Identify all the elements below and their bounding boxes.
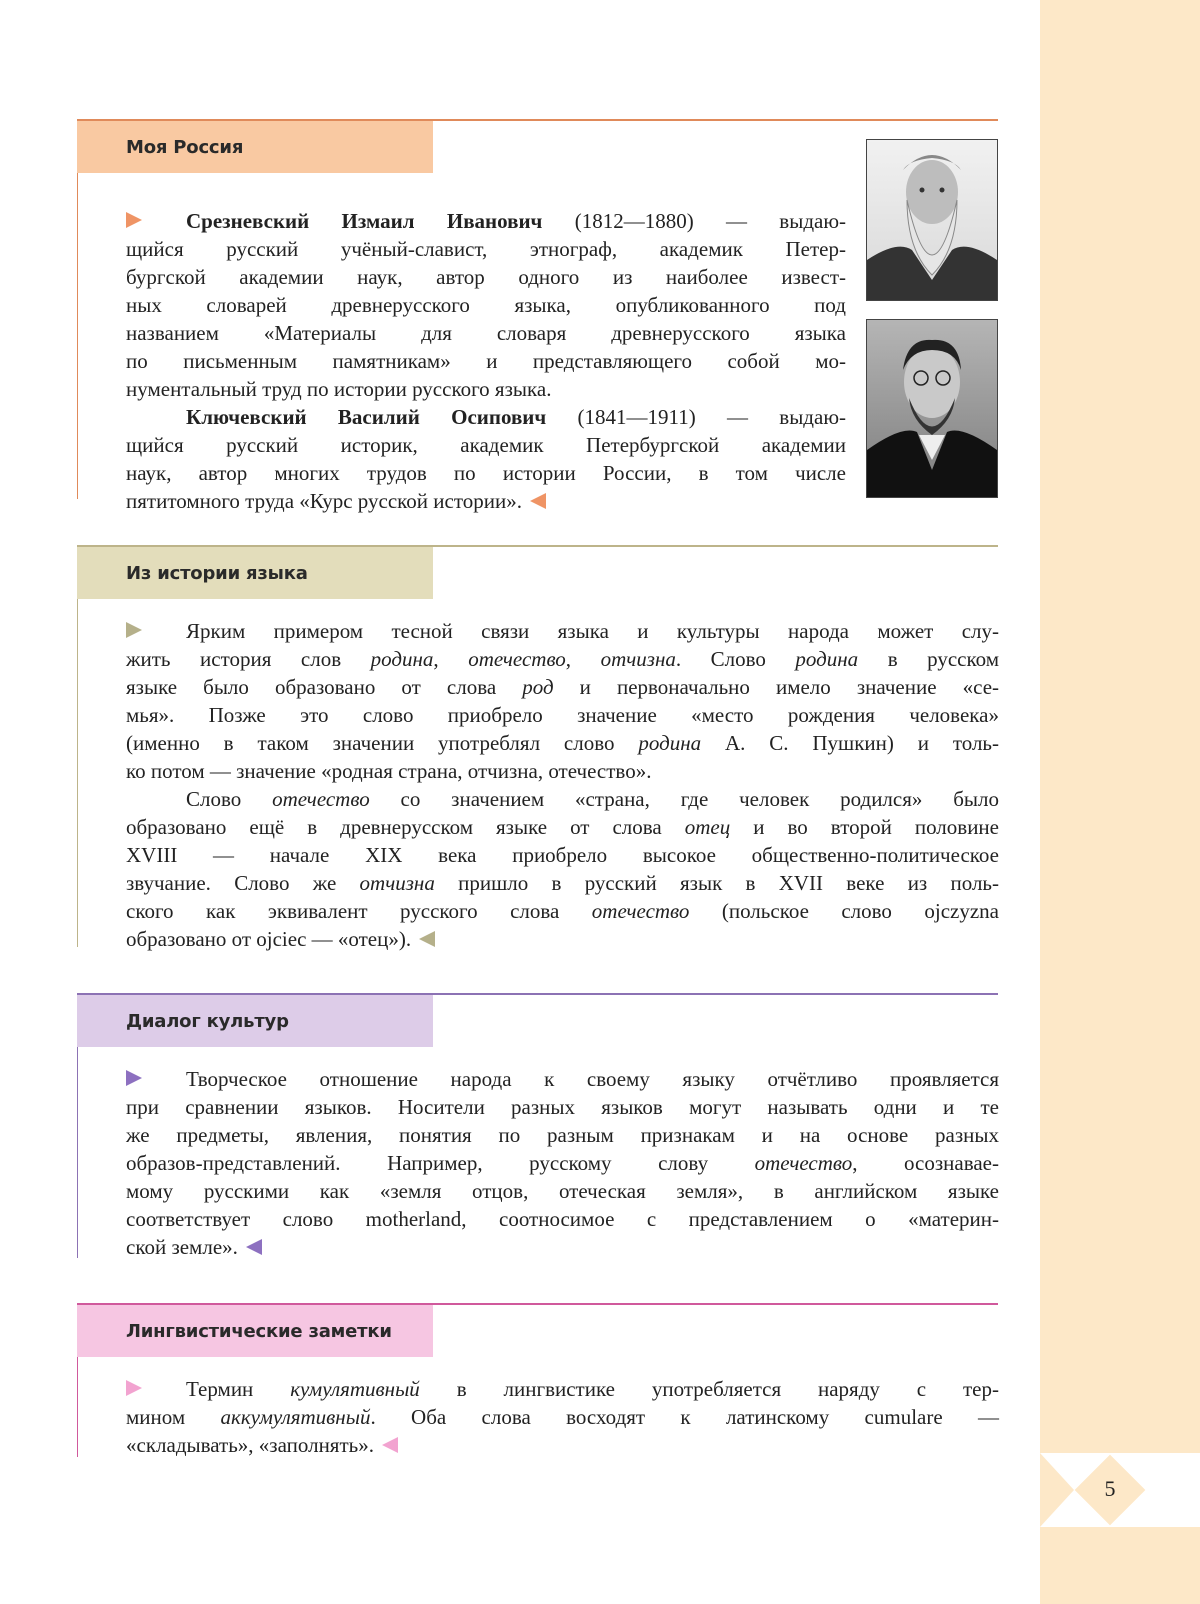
text-line [126, 785, 999, 813]
text-line [126, 645, 999, 673]
text-line [126, 617, 999, 645]
section-body [126, 1065, 999, 1261]
text-line [126, 925, 999, 953]
section-header [77, 995, 433, 1047]
text-segment: щийся русский учёный-славист, этнограф, академик Петер- [126, 237, 846, 261]
italic-term: отечество [754, 1151, 853, 1175]
text-line [126, 459, 846, 487]
italic-term: род [522, 675, 554, 699]
text-line [126, 813, 999, 841]
text-line [126, 263, 846, 291]
section-body [126, 207, 846, 515]
italic-term: отчизна [600, 647, 676, 671]
section-header [77, 121, 433, 173]
text-line [126, 403, 846, 431]
start-marker-icon [126, 622, 142, 638]
text-segment: пятитомного труда «Курс русской истории». [126, 489, 522, 513]
text-segment: образовано ещё в древнерусском языке от слова [126, 815, 685, 839]
italic-term: аккумулятивный [220, 1405, 371, 1429]
text-line [126, 347, 846, 375]
text-segment: (польское слово ojczyzna [689, 899, 999, 923]
text-line [126, 235, 846, 263]
text-line [126, 319, 846, 347]
text-line [126, 673, 999, 701]
text-line [126, 207, 846, 235]
text-segment: в русском [858, 647, 1000, 671]
text-line [126, 1065, 999, 1093]
text-line [126, 1093, 999, 1121]
text-segment: (1841—1911) — выдаю- [546, 405, 846, 429]
text-segment: мья». Позже это слово приобрело значение «место рождения человека» [126, 703, 999, 727]
text-segment: при сравнении языков. Носители разных языков могут называть одни и те [126, 1095, 999, 1119]
text-segment: нументальный труд по истории русского языка. [126, 377, 552, 401]
end-marker-icon [246, 1239, 262, 1255]
portrait-klyuchevsky [866, 319, 998, 498]
text-segment: Слово [186, 787, 273, 811]
text-line [126, 701, 999, 729]
text-segment: А. С. Пушкин) и толь- [701, 731, 999, 755]
text-segment: же предметы, явления, понятия по разным признакам и на основе разных [126, 1123, 999, 1147]
text-segment: и первоначально имело значение «се- [553, 675, 1000, 699]
text-segment: . Слово [675, 647, 796, 671]
text-segment: образовано от ojciec — «отец»). [126, 927, 412, 951]
text-segment: Термин [186, 1377, 291, 1401]
section-iz-istorii-yazyka [77, 545, 1000, 951]
text-line [126, 431, 846, 459]
text-line [126, 757, 999, 785]
text-segment: в лингвистике употребляется наряду с тер- [419, 1377, 999, 1401]
text-line [126, 291, 846, 319]
text-line [126, 1403, 999, 1431]
section-left-rule [77, 119, 78, 499]
bold-name: Срезневский Измаил Иванович [186, 209, 543, 233]
section-header [77, 1305, 433, 1357]
text-line [126, 375, 846, 403]
text-segment: щийся русский историк, академик Петербургской академии [126, 433, 846, 457]
text-line [126, 897, 999, 925]
text-segment: (1812—1880) — выдаю- [542, 209, 847, 233]
text-segment: . Оба слова восходят к латинскому cumulare — [370, 1405, 999, 1429]
text-segment: соответствует слово motherland, соотносимое с представлением о «материн- [126, 1207, 999, 1231]
italic-term: отчизна [359, 871, 435, 895]
text-line [126, 1233, 999, 1261]
italic-term: отечество [468, 647, 566, 671]
section-left-rule [77, 545, 78, 947]
section-title: Моя Россия [126, 137, 244, 158]
section-body [126, 617, 999, 953]
section-header [77, 547, 433, 599]
italic-term: родина [370, 647, 434, 671]
text-segment: , [433, 647, 469, 671]
section-moya-rossiya [77, 119, 998, 513]
end-marker-icon [419, 931, 435, 947]
italic-term: кумулятивный [290, 1377, 420, 1401]
text-line [126, 1375, 999, 1403]
text-segment: мому русскими как «земля отцов, отеческая земля», в английском языке [126, 1179, 999, 1203]
text-line [126, 1205, 999, 1233]
text-segment: наук, автор многих трудов по истории России, в том числе [126, 461, 846, 485]
italic-term: родина [795, 647, 859, 671]
text-segment: «складывать», «заполнять». [126, 1433, 374, 1457]
text-segment: по письменным памятникам» и представляющего собой мо- [126, 349, 846, 373]
text-segment: , [565, 647, 601, 671]
page-margin-band [1040, 0, 1200, 1604]
bold-name: Ключевский Василий Осипович [186, 405, 547, 429]
text-line [126, 1431, 999, 1459]
text-segment: жить история слов [126, 647, 371, 671]
text-segment: звучание. Слово же [126, 871, 360, 895]
text-segment: бургской академии наук, автор одного из наиболее извест- [126, 265, 846, 289]
italic-term: отечество [591, 899, 690, 923]
text-segment: XVIII — начале XIX века приобрело высокое общественно-политическое [126, 843, 999, 867]
text-segment: (именно в таком значении употреблял слово [126, 731, 639, 755]
text-line [126, 1177, 999, 1205]
text-segment: ского как эквивалент русского слова [126, 899, 592, 923]
page-number: 5 [1104, 1476, 1116, 1501]
end-marker-icon [382, 1437, 398, 1453]
start-marker-icon [126, 212, 142, 228]
text-segment: ных словарей древнерусского языка, опубликованного под [126, 293, 846, 317]
text-line [126, 1121, 999, 1149]
section-dialog-kultur [77, 993, 998, 1258]
text-line [126, 729, 999, 757]
text-segment: пришло в русский язык в XVII веке из поль- [434, 871, 1000, 895]
section-title: Лингвистические заметки [126, 1321, 392, 1342]
section-title: Из истории языка [126, 563, 308, 584]
portrait-sreznevsky [866, 139, 998, 301]
section-body [126, 1375, 999, 1459]
page-number-notch [1040, 1453, 1074, 1527]
text-segment: ко потом — значение «родная страна, отчизна, отечество». [126, 759, 652, 783]
text-line [126, 841, 999, 869]
text-segment: Творческое отношение народа к своему языку отчётливо проявляется [186, 1067, 999, 1091]
text-line [126, 869, 999, 897]
text-segment: со значением «страна, где человек родился» было [369, 787, 999, 811]
section-lingvisticheskie-zametki [77, 1303, 998, 1457]
text-segment: , осознавае- [852, 1151, 999, 1175]
text-line [126, 1149, 999, 1177]
text-segment: и во второй половине [730, 815, 999, 839]
text-segment: языке было образовано от слова [126, 675, 523, 699]
section-title: Диалог культур [126, 1011, 289, 1032]
text-segment: ской земле». [126, 1235, 238, 1259]
start-marker-icon [126, 1380, 142, 1396]
italic-term: отец [684, 815, 731, 839]
end-marker-icon [530, 493, 546, 509]
text-segment: названием «Материалы для словаря древнерусского языка [126, 321, 846, 345]
italic-term: родина [638, 731, 702, 755]
text-segment: мином [126, 1405, 221, 1429]
text-segment: Ярким примером тесной связи языка и культуры народа может слу- [186, 619, 999, 643]
start-marker-icon [126, 1070, 142, 1086]
text-line [126, 487, 846, 515]
italic-term: отечество [272, 787, 370, 811]
text-segment: образов-представлений. Например, русскому слову [126, 1151, 755, 1175]
